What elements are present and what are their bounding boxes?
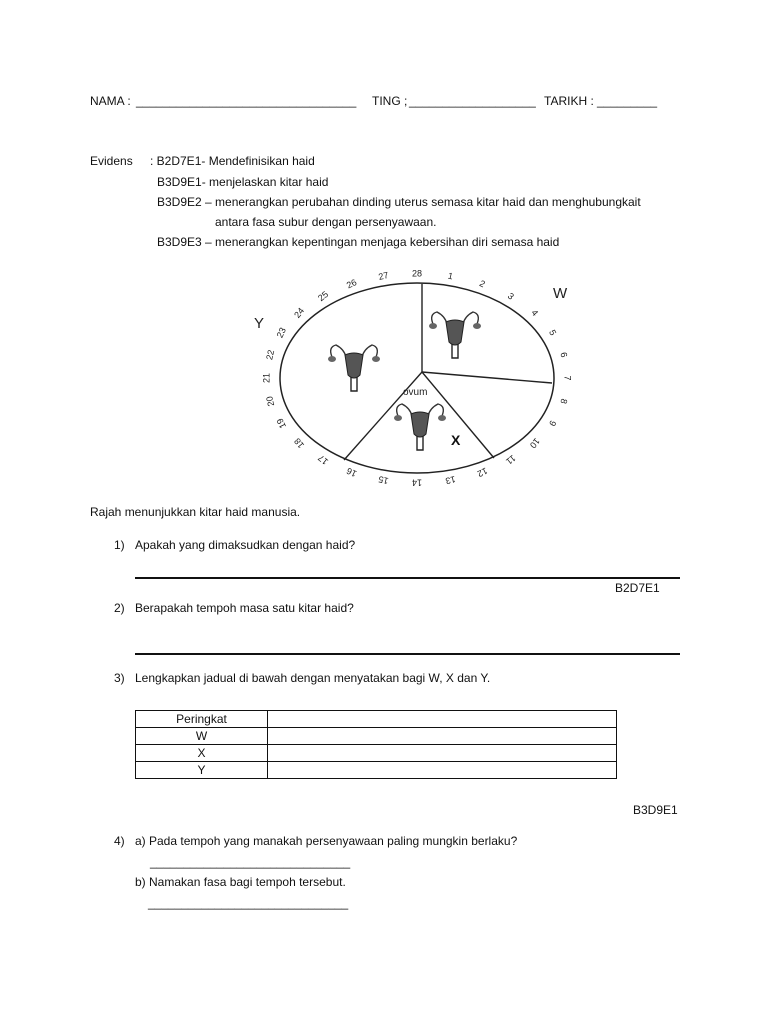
day-label-13: 13 bbox=[444, 474, 457, 487]
evidens-item-1: : B2D7E1- Mendefinisikan haid bbox=[150, 154, 315, 168]
day-label-15: 15 bbox=[377, 474, 390, 487]
q3-code: B3D9E1 bbox=[633, 803, 678, 817]
day-label-5: 5 bbox=[547, 328, 559, 338]
evidens-item-2: B3D9E1- menjelaskan kitar haid bbox=[157, 175, 329, 189]
day-label-11: 11 bbox=[504, 452, 518, 467]
answer-cell-w[interactable] bbox=[268, 728, 617, 745]
day-label-17: 17 bbox=[316, 452, 331, 467]
table-cell-x: X bbox=[136, 745, 268, 762]
nama-blank[interactable]: _________________________________ bbox=[136, 94, 357, 108]
day-label-16: 16 bbox=[344, 465, 359, 479]
table-row bbox=[136, 762, 617, 779]
uterus-icon-w bbox=[429, 312, 481, 358]
day-label-10: 10 bbox=[527, 436, 542, 451]
table-header-peringkat: Peringkat bbox=[136, 711, 268, 728]
nama-label: NAMA : bbox=[90, 94, 131, 108]
table-row bbox=[136, 745, 617, 762]
menstrual-cycle-diagram bbox=[250, 262, 580, 502]
table-header-answer bbox=[268, 711, 617, 728]
answer-cell-y[interactable] bbox=[268, 762, 617, 779]
day-label-26: 26 bbox=[344, 277, 359, 291]
q1-answer-line[interactable] bbox=[135, 577, 680, 579]
day-label-25: 25 bbox=[316, 289, 331, 304]
uterus-icon-x bbox=[394, 404, 446, 450]
tarikh-blank[interactable]: _________ bbox=[597, 94, 658, 108]
answer-cell-x[interactable] bbox=[268, 745, 617, 762]
day-label-7: 7 bbox=[562, 375, 573, 381]
diagram-caption: Rajah menunjukkan kitar haid manusia. bbox=[90, 505, 301, 519]
table-row bbox=[136, 711, 617, 728]
q4a-text: a) Pada tempoh yang manakah persenyawaan paling mungkin berlaku? bbox=[135, 834, 518, 848]
evidens-item-3: B3D9E2 – menerangkan perubahan dinding uterus semasa kitar haid dan menghubungkait bbox=[157, 195, 641, 209]
q4a-blank[interactable]: ______________________________ bbox=[150, 855, 351, 869]
label-w: W bbox=[553, 285, 568, 302]
day-label-28: 28 bbox=[411, 268, 423, 279]
day-label-8: 8 bbox=[558, 397, 570, 405]
q3-number: 3) bbox=[114, 671, 125, 685]
day-label-21: 21 bbox=[261, 372, 272, 384]
evidens-item-4: B3D9E3 – menerangkan kepentingan menjaga kebersihan diri semasa haid bbox=[157, 235, 560, 249]
day-label-3: 3 bbox=[505, 290, 516, 302]
table-cell-w: W bbox=[136, 728, 268, 745]
q4b-text: b) Namakan fasa bagi tempoh tersebut. bbox=[135, 875, 346, 889]
evidens-label: Evidens bbox=[90, 154, 133, 168]
ting-blank[interactable]: ___________________ bbox=[409, 94, 536, 108]
label-y: Y bbox=[254, 315, 265, 332]
q1-number: 1) bbox=[114, 538, 125, 552]
table-cell-y: Y bbox=[136, 762, 268, 779]
day-label-12: 12 bbox=[475, 465, 490, 479]
divider-left bbox=[344, 372, 422, 460]
q2-answer-line[interactable] bbox=[135, 653, 680, 655]
day-label-14: 14 bbox=[411, 477, 423, 488]
label-x: X bbox=[451, 432, 461, 448]
stage-table bbox=[135, 710, 617, 779]
q2-text: Berapakah tempoh masa satu kitar haid? bbox=[135, 601, 354, 615]
q2-number: 2) bbox=[114, 601, 125, 615]
table-row bbox=[136, 728, 617, 745]
evidens-item-3-cont: antara fasa subur dengan persenyawaan. bbox=[215, 215, 437, 229]
uterus-icon-y bbox=[328, 345, 380, 391]
day-label-23: 23 bbox=[274, 325, 289, 340]
q1-text: Apakah yang dimaksudkan dengan haid? bbox=[135, 538, 356, 552]
day-label-22: 22 bbox=[264, 348, 277, 361]
day-label-2: 2 bbox=[477, 278, 487, 290]
divider-right bbox=[422, 372, 552, 383]
q4-number: 4) bbox=[114, 834, 125, 848]
day-label-24: 24 bbox=[292, 305, 307, 320]
tarikh-label: TARIKH : bbox=[544, 94, 594, 108]
q1-code: B2D7E1 bbox=[615, 581, 660, 595]
day-label-1: 1 bbox=[446, 270, 455, 282]
ting-label: TING ; bbox=[372, 94, 408, 108]
day-label-27: 27 bbox=[377, 269, 390, 282]
day-label-20: 20 bbox=[264, 395, 277, 408]
q3-text: Lengkapkan jadual di bawah dengan menyatakan bagi W, X dan Y. bbox=[135, 671, 491, 685]
q4b-blank[interactable]: ______________________________ bbox=[148, 896, 349, 910]
day-label-18: 18 bbox=[292, 436, 307, 451]
day-label-6: 6 bbox=[558, 351, 570, 359]
ovum-label: ovum bbox=[403, 387, 428, 398]
day-label-9: 9 bbox=[547, 418, 559, 428]
day-label-19: 19 bbox=[274, 416, 289, 431]
day-label-4: 4 bbox=[529, 307, 541, 318]
